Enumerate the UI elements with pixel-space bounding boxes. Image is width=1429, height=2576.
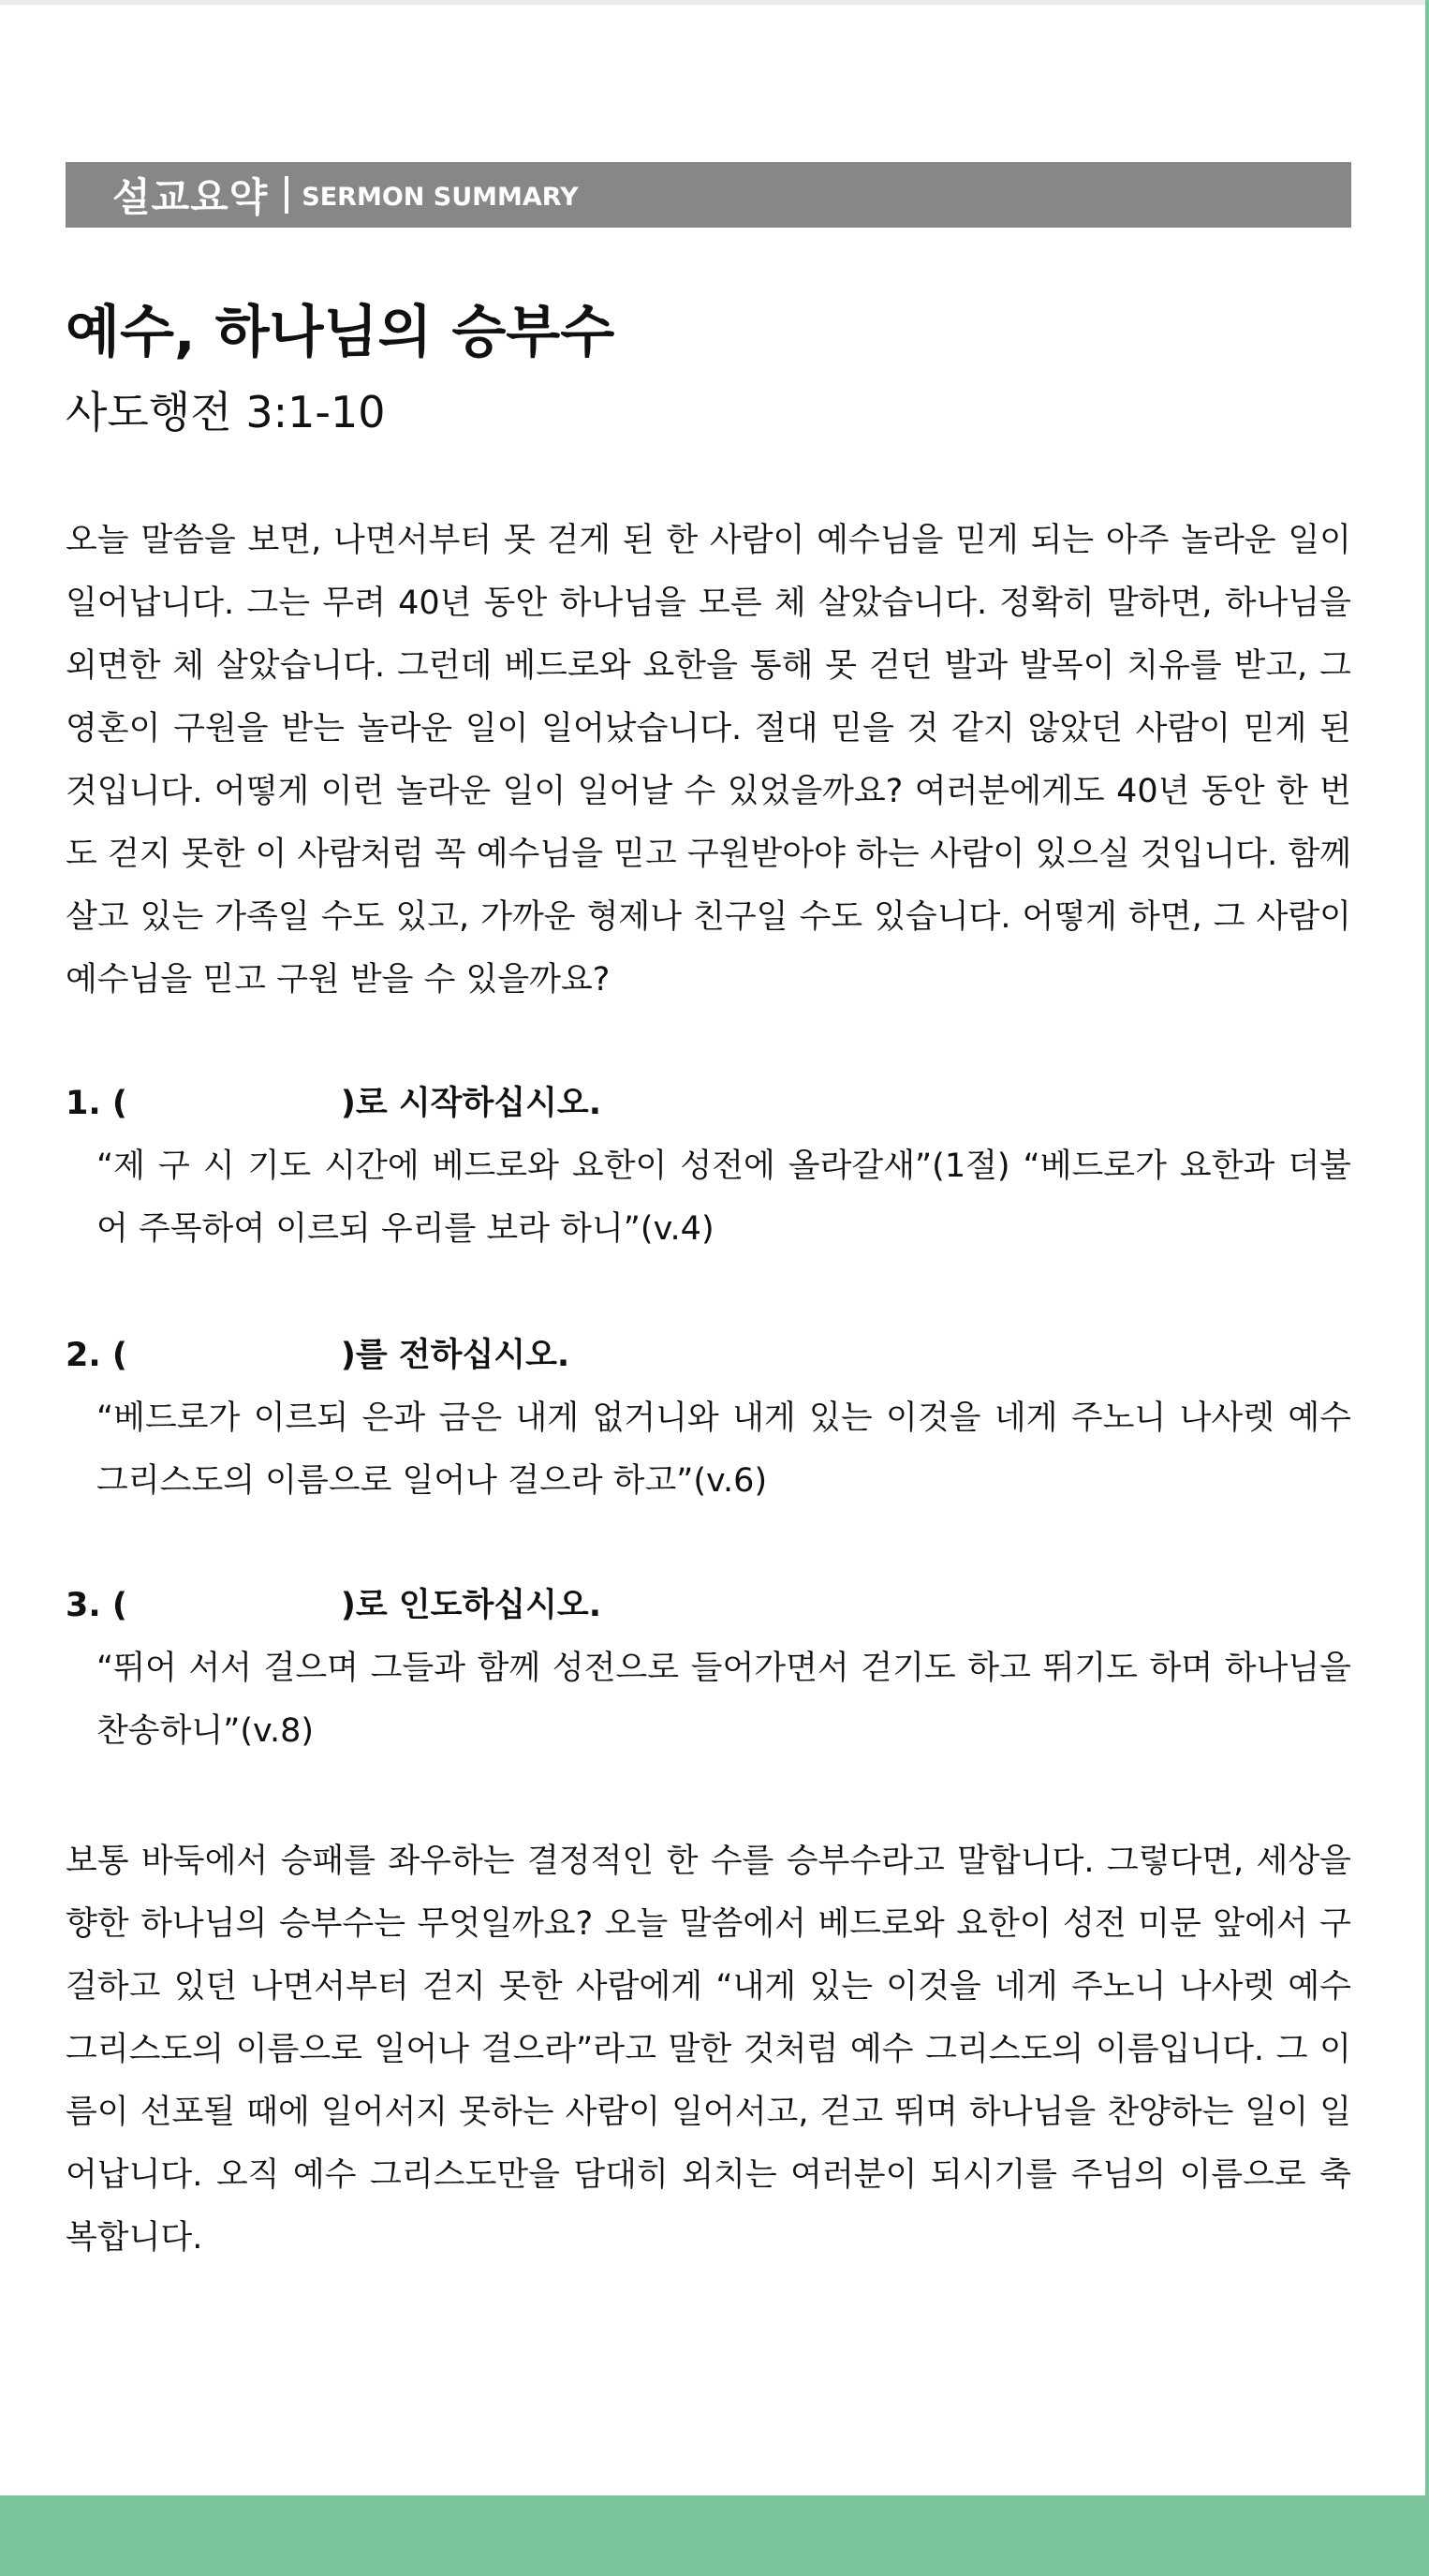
point-heading-text: )로 인도하십시오. xyxy=(340,1587,601,1624)
top-border xyxy=(0,0,1429,5)
point-number: 1. ( xyxy=(66,1085,127,1122)
sermon-point-1 xyxy=(66,1073,1351,1261)
sermon-point-3 xyxy=(66,1575,1351,1763)
point-heading-text: )로 시작하십시오. xyxy=(340,1085,601,1122)
point-heading-text: )를 전하십시오. xyxy=(340,1337,570,1374)
point-heading xyxy=(66,1575,1351,1637)
section-header xyxy=(66,162,1351,228)
footer-band xyxy=(0,2495,1429,2576)
point-heading xyxy=(66,1073,1351,1135)
section-label-divider xyxy=(285,176,288,214)
closing-paragraph: 보통 바둑에서 승패를 좌우하는 결정적인 한 수를 승부수라고 말합니다. 그렇다면, 세상을 향한 하나님의 승부수는 무엇일까요? 오늘 말씀에서 베드로와 요한이 성전 미문 앞에서 구걸하고 있던 나면서부터 걷지 못한 사람에게 “내게 있는 이것을 네게 주노니 나사렛 예수 그리스도의 이름으로 일어나 걸으라”라고 말한 것처럼 예수 그리스도의 이름입니다. 그 이름이 선포될 때에 일어서지 못하는 사람이 일어서고, 걷고 뛰며 하나님을 찬양하는 일이 일어납니다. 오직 예수 그리스도만을 담대히 외치는 여러분이 되시기를 주님의 이름으로 축복합니다. xyxy=(66,1843,1351,2257)
section-label-english: SERMON SUMMARY xyxy=(302,182,579,212)
point-scripture-quote: “베드로가 이르되 은과 금은 내게 없거니와 내게 있는 이것을 네게 주노니 나사렛 예수 그리스도의 이름으로 일어나 걸으라 하고”(v.6) xyxy=(96,1399,1351,1500)
point-scripture-quote: “뛰어 서서 걸으며 그들과 함께 성전으로 들어가면서 걷기도 하고 뛰기도 하며 하나님을 찬송하니”(v.8) xyxy=(96,1650,1351,1750)
point-number: 3. ( xyxy=(66,1587,127,1624)
sermon-title: 예수, 하나님의 승부수 xyxy=(66,300,615,365)
right-accent-edge xyxy=(1425,0,1429,2495)
sermon-point-2 xyxy=(66,1325,1351,1513)
point-heading xyxy=(66,1325,1351,1387)
point-scripture-quote: “제 구 시 기도 시간에 베드로와 요한이 성전에 올라갈새”(1절) “베드로가 요한과 더불어 주목하여 이르되 우리를 보라 하니”(v.4) xyxy=(96,1147,1351,1248)
intro-paragraph: 오늘 말씀을 보면, 나면서부터 못 걷게 된 한 사람이 예수님을 믿게 되는 아주 놀라운 일이 일어납니다. 그는 무려 40년 동안 하나님을 모른 체 살았습니다. 정확히 말하면, 하나님을 외면한 체 살았습니다. 그런데 베드로와 요한을 통해 못 걷던 발과 발목이 치유를 받고, 그 영혼이 구원을 받는 놀라운 일이 일어났습니다. 절대 믿을 것 같지 않았던 사람이 믿게 된 것입니다. 어떻게 이런 놀라운 일이 일어날 수 있었을까요? 여러분에게도 40년 동안 한 번도 걷지 못한 이 사람처럼 꼭 예수님을 믿고 구원받아야 하는 사람이 있으실 것입니다. 함께 살고 있는 가족일 수도 있고, 가까운 형제나 친구일 수도 있습니다. 어떻게 하면, 그 사람이 예수님을 믿고 구원 받을 수 있을까요? xyxy=(66,522,1351,999)
point-number: 2. ( xyxy=(66,1337,127,1374)
section-label-korean: 설교요약 xyxy=(112,174,269,220)
scripture-reference: 사도행전 3:1-10 xyxy=(66,387,386,437)
